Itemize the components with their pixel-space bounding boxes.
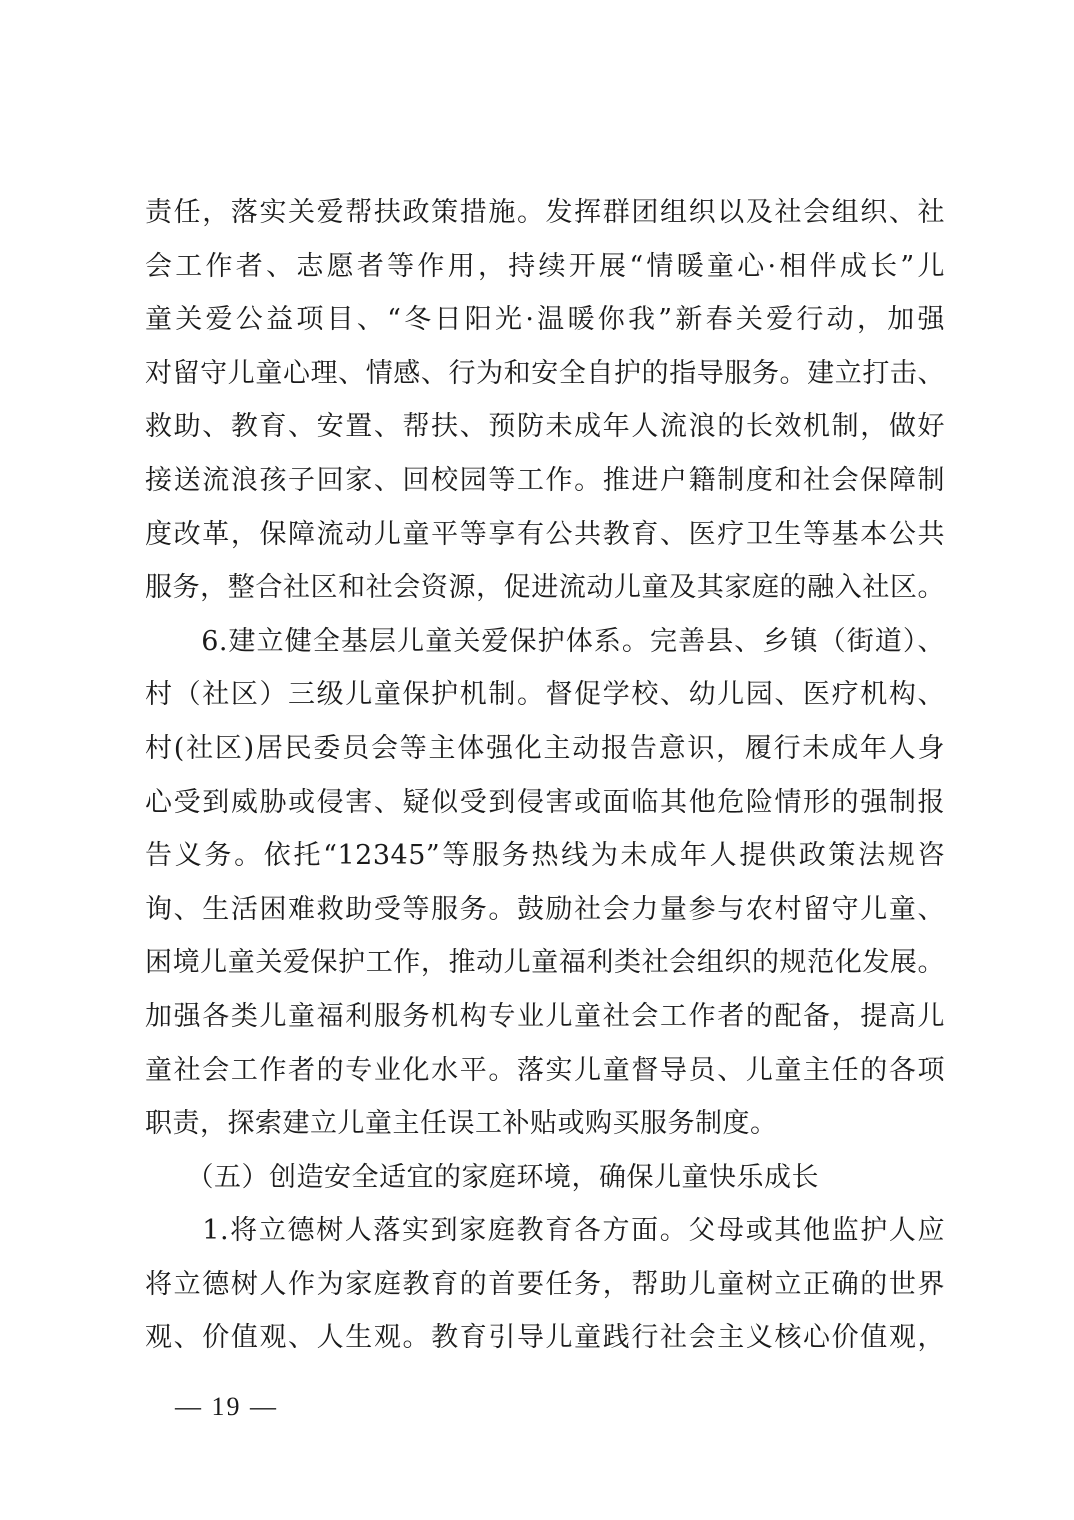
text-line: 职责，探索建立儿童主任误工补贴或购买服务制度。 <box>145 1108 778 1140</box>
text-line: 童社会工作者的专业化水平。落实儿童督导员、儿童主任的各项 <box>145 1054 945 1086</box>
text-line: 困境儿童关爱保护工作，推动儿童福利类社会组织的规范化发展。 <box>145 947 945 979</box>
text-line: 观、价值观、人生观。教育引导儿童践行社会主义核心价值观， <box>145 1322 945 1354</box>
text-line: 将立德树人作为家庭教育的首要任务，帮助儿童树立正确的世界 <box>145 1268 945 1300</box>
text-line: 童关爱公益项目、“冬日阳光·温暖你我”新春关爱行动，加强 <box>145 304 945 336</box>
text-line: 加强各类儿童福利服务机构专业儿童社会工作者的配备，提高儿 <box>145 1000 945 1032</box>
section-heading: （五）创造安全适宜的家庭环境，确保儿童快乐成长 <box>145 1161 819 1193</box>
text-line: 村（社区）三级儿童保护机制。督促学校、幼儿园、医疗机构、 <box>145 679 945 711</box>
page-number: — 19 — <box>175 1392 278 1421</box>
text-line: 1.将立德树人落实到家庭教育各方面。父母或其他监护人应 <box>145 1215 945 1247</box>
text-line: 告义务。依托“12345”等服务热线为未成年人提供政策法规咨 <box>145 840 945 872</box>
text-line: 接送流浪孩子回家、回校园等工作。推进户籍制度和社会保障制 <box>145 464 945 496</box>
text-line: 度改革，保障流动儿童平等享有公共教育、医疗卫生等基本公共 <box>145 518 945 550</box>
text-line: 救助、教育、安置、帮扶、预防未成年人流浪的长效机制，做好 <box>145 411 945 443</box>
text-line: 会工作者、志愿者等作用，持续开展“情暖童心·相伴成长”儿 <box>145 250 945 282</box>
text-line: 询、生活困难救助受等服务。鼓励社会力量参与农村留守儿童、 <box>145 893 945 925</box>
text-line: 服务，整合社区和社会资源，促进流动儿童及其家庭的融入社区。 <box>145 572 945 604</box>
body-text <box>145 186 945 1365</box>
text-line: 对留守儿童心理、情感、行为和安全自护的指导服务。建立打击、 <box>145 357 945 389</box>
text-line: 心受到威胁或侵害、疑似受到侵害或面临其他危险情形的强制报 <box>145 786 945 818</box>
text-line: 村(社区)居民委员会等主体强化主动报告意识，履行未成年人身 <box>145 732 945 764</box>
text-line: 6.建立健全基层儿童关爱保护体系。完善县、乡镇（街道）、 <box>145 625 945 657</box>
text-line: 责任，落实关爱帮扶政策措施。发挥群团组织以及社会组织、社 <box>145 197 945 228</box>
